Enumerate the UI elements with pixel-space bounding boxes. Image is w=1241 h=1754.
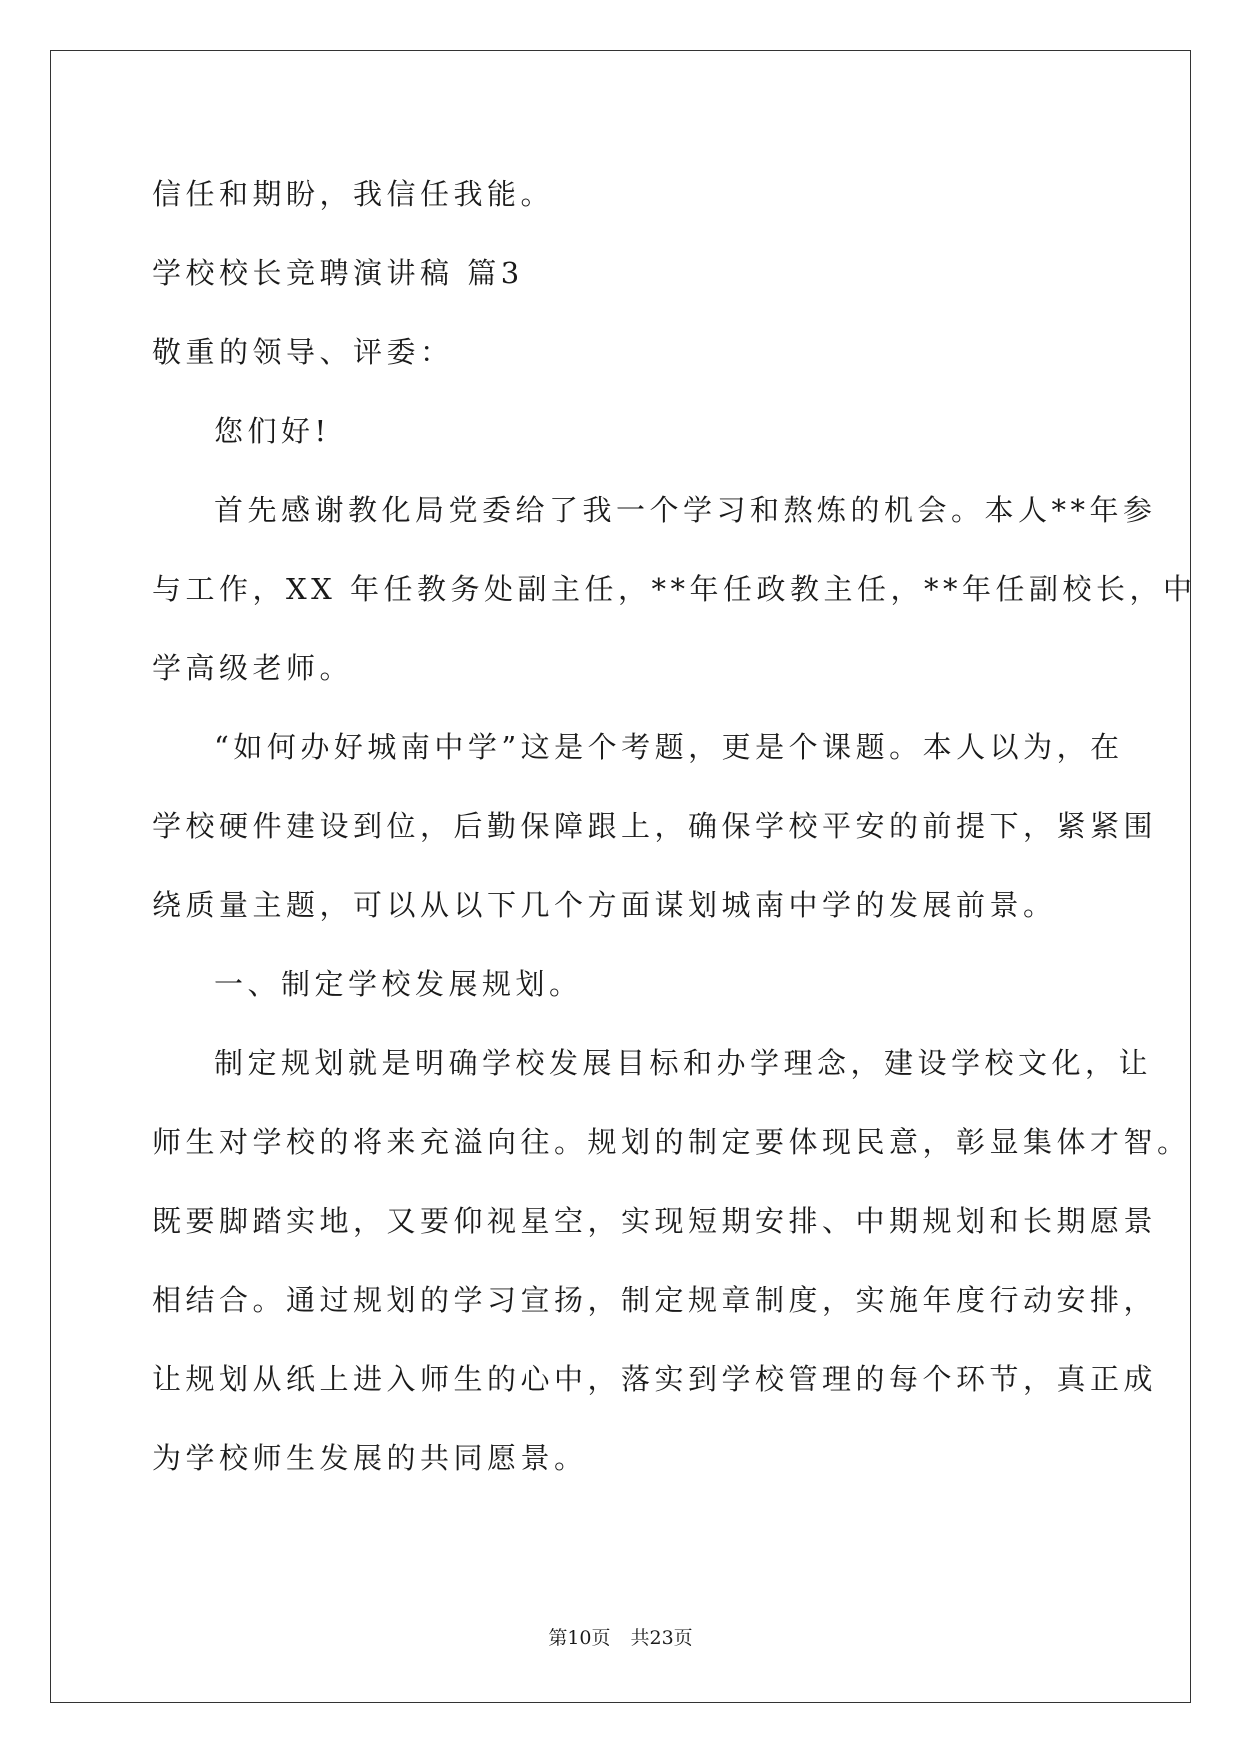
subsection-heading: 一、制定学校发展规划。 bbox=[214, 967, 583, 1001]
paragraph-3-line-1: 制定规划就是明确学校发展目标和办学理念，建设学校文化，让 bbox=[214, 1046, 1153, 1080]
greeting: 您们好! bbox=[214, 414, 331, 448]
paragraph-3-line-2: 师生对学校的将来充溢向往。规划的制定要体现民意，彰显集体才智。 bbox=[152, 1125, 1191, 1159]
paragraph-3-line-5: 让规划从纸上进入师生的心中，落实到学校管理的每个环节，真正成 bbox=[152, 1362, 1158, 1396]
page-number-current: 第10页 bbox=[548, 1627, 611, 1649]
paragraph-1-line-3: 学高级老师。 bbox=[152, 651, 354, 685]
paragraph-3-line-4: 相结合。通过规划的学习宣扬，制定规章制度，实施年度行动安排， bbox=[152, 1283, 1158, 1317]
paragraph-3-line-3: 既要脚踏实地，又要仰视星空，实现短期安排、中期规划和长期愿景 bbox=[152, 1204, 1158, 1238]
page-number-total: 共23页 bbox=[630, 1627, 693, 1649]
section-heading: 学校校长竞聘演讲稿 篇3 bbox=[152, 256, 524, 290]
paragraph-2-line-3: 绕质量主题，可以从以下几个方面谋划城南中学的发展前景。 bbox=[152, 888, 1057, 922]
text-line-1: 信任和期盼，我信任我能。 bbox=[152, 177, 555, 211]
paragraph-2-line-2: 学校硬件建设到位，后勤保障跟上，确保学校平安的前提下，紧紧围 bbox=[152, 809, 1158, 843]
paragraph-3-line-6: 为学校师生发展的共同愿景。 bbox=[152, 1441, 588, 1475]
salutation: 敬重的领导、评委： bbox=[152, 335, 454, 369]
page-footer bbox=[0, 1623, 1241, 1650]
paragraph-1-line-2: 与工作，XX 年任教务处副主任，**年任政教主任，**年任副校长，中 bbox=[152, 572, 1197, 606]
paragraph-1-line-1: 首先感谢教化局党委给了我一个学习和熬炼的机会。本人**年参 bbox=[214, 493, 1157, 527]
paragraph-2-line-1: “如何办好城南中学”这是个考题，更是个课题。本人以为，在 bbox=[214, 730, 1124, 764]
